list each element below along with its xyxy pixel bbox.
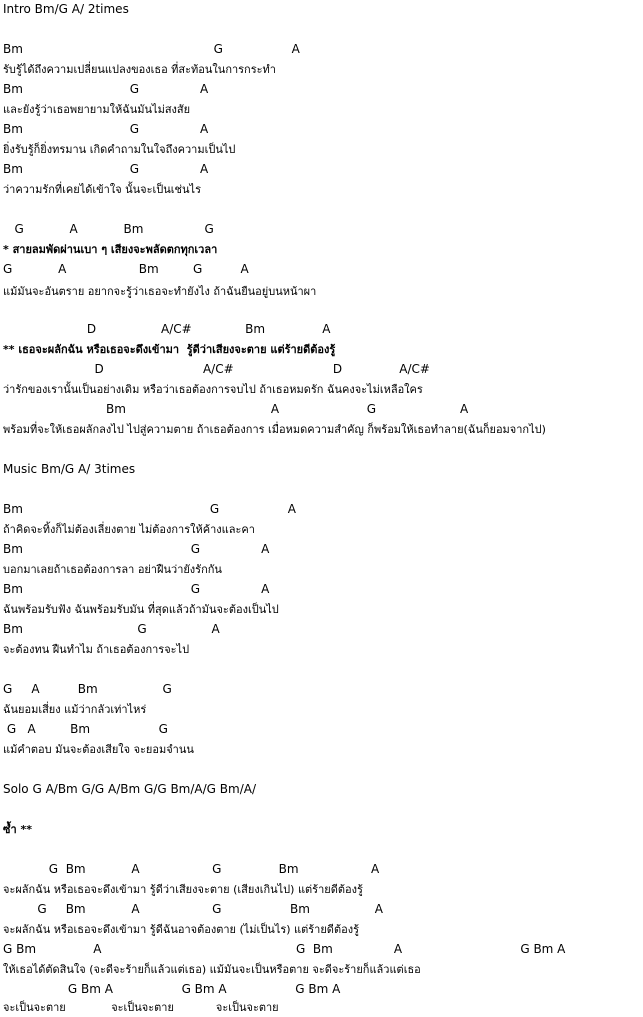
verse2-lyric-3: ฉันพร้อมรับฟัง ฉันพร้อมรับมัน ที่สุดแล้วถ้ามันจะต้องเป็นไป: [3, 603, 279, 616]
solo-line: Solo G A/Bm G/G A/Bm G/G Bm/A/G Bm/A/: [3, 782, 256, 796]
outro-lyric-3: ให้เธอได้ตัดสินใจ (จะดีจะร้ายก็แล้วแต่เธอ) แม้มันจะเป็นหรือตาย จะดีจะร้ายก็แล้วแต่เธอ: [3, 963, 421, 976]
verse2-chords-2: Bm G A: [3, 542, 270, 556]
bridge-chords-2: G A Bm G: [3, 722, 168, 736]
verse2-chords-3: Bm G A: [3, 582, 270, 596]
verse1-lyric-4: ว่าความรักที่เคยได้เข้าใจ นั้นจะเป็นเช่นไร: [3, 183, 201, 196]
verse2-lyric-2: บอกมาเลยถ้าเธอต้องการลา อย่าฝืนว่ายังรักกัน: [3, 563, 222, 576]
verse1-chords-4: Bm G A: [3, 162, 209, 176]
verse2-chords-4: Bm G A: [3, 622, 220, 636]
outro-lyric-2: จะผลักฉัน หรือเธอจะดึงเข้ามา รู้ดีฉันอาจต้องตาย (ไม่เป็นไร) แต่ร้ายดีต้องรู้: [3, 923, 359, 936]
outro-chords-4: G Bm A G Bm A G Bm A: [3, 982, 341, 996]
chorus1-lyric-1: * สายลมพัดผ่านเบา ๆ เสียงจะพลัดตกทุกเวลา: [3, 243, 218, 256]
verse1-lyric-2: และยังรู้ว่าเธอพยายามให้ฉันมันไม่สงสัย: [3, 103, 191, 116]
verse2-lyric-4: จะต้องทน ฝืนทำไม ถ้าเธอต้องการจะไป: [3, 643, 190, 656]
bridge-chords-1: G A Bm G: [3, 682, 172, 696]
bridge-lyric-2: แม้คำตอบ มันจะต้องเสียใจ จะยอมจำนน: [3, 743, 194, 756]
chorus1-chords-1: G A Bm G: [3, 222, 214, 236]
chorus2-chords-2: D A/C# D A/C#: [3, 362, 430, 376]
outro-chords-2: G Bm A G Bm A: [3, 902, 384, 916]
verse1-chords-3: Bm G A: [3, 122, 209, 136]
chorus2-chords-3: Bm A G A: [3, 402, 469, 416]
outro-lyric-4: จะเป็นจะตาย จะเป็นจะตาย จะเป็นจะตาย: [3, 1001, 279, 1014]
outro-chords-1: G Bm A G Bm A: [3, 862, 380, 876]
chorus1-chords-2: G A Bm G A: [3, 262, 249, 276]
verse1-chords-1: Bm G A: [3, 42, 300, 56]
bridge-lyric-1: ฉันยอมเสี่ยง แม้ว่ากลัวเท่าไหร่: [3, 703, 147, 716]
verse1-lyric-1: รับรู้ได้ถึงความเปลี่ยนแปลงของเธอ ที่สะท้อนในการกระทำ: [3, 63, 276, 76]
chorus2-chords-1: D A/C# Bm A: [3, 322, 331, 336]
verse2-chords-1: Bm G A: [3, 502, 296, 516]
music-line: Music Bm/G A/ 3times: [3, 462, 136, 476]
chorus2-lyric-3: พร้อมที่จะให้เธอผลักลงไป ไปสู่ความตาย ถ้าเธอต้องการ เมื่อหมดความสำคัญ ก็พร้อมให้เธอทำลาย(ฉันก็ยอมจากไป): [3, 423, 546, 436]
outro-lyric-1: จะผลักฉัน หรือเธอจะดึงเข้ามา รู้ดีว่าเสียงจะตาย (เสียงเกินไป) แต่ร้ายดีต้องรู้: [3, 883, 363, 896]
verse2-lyric-1: ถ้าคิดจะทิ้งก็ไม่ต้องเลี่ยงตาย ไม่ต้องการให้ค้างและคา: [3, 523, 255, 536]
chorus2-lyric-1: ** เธอจะผลักฉัน หรือเธอจะดึงเข้ามา รู้ดีว่าเสียงจะตาย แต่ร้ายดีต้องรู้: [3, 343, 336, 356]
chorus1-lyric-2: แม้มันจะอันตราย อยากจะรู้ว่าเธอจะทำยังไง ถ้าฉันยืนอยู่บนหน้าผา: [3, 285, 317, 298]
chorus2-lyric-2: ว่ารักของเรานั้นเป็นอย่างเดิม หรือว่าเธอต้องการจบไป ถ้าเธอหมดรัก ฉันคงจะไม่เหลือใคร: [3, 383, 423, 396]
verse1-chords-2: Bm G A: [3, 82, 209, 96]
intro-line: Intro Bm/G A/ 2times: [3, 2, 129, 16]
outro-chords-3: G Bm A G Bm A G Bm A: [3, 942, 566, 956]
repeat-line: ซ้ำ **: [3, 823, 32, 836]
verse1-lyric-3: ยิ่งรับรู้ก็ยิ่งทรมาน เกิดคำถามในใจถึงความเป็นไป: [3, 143, 236, 156]
